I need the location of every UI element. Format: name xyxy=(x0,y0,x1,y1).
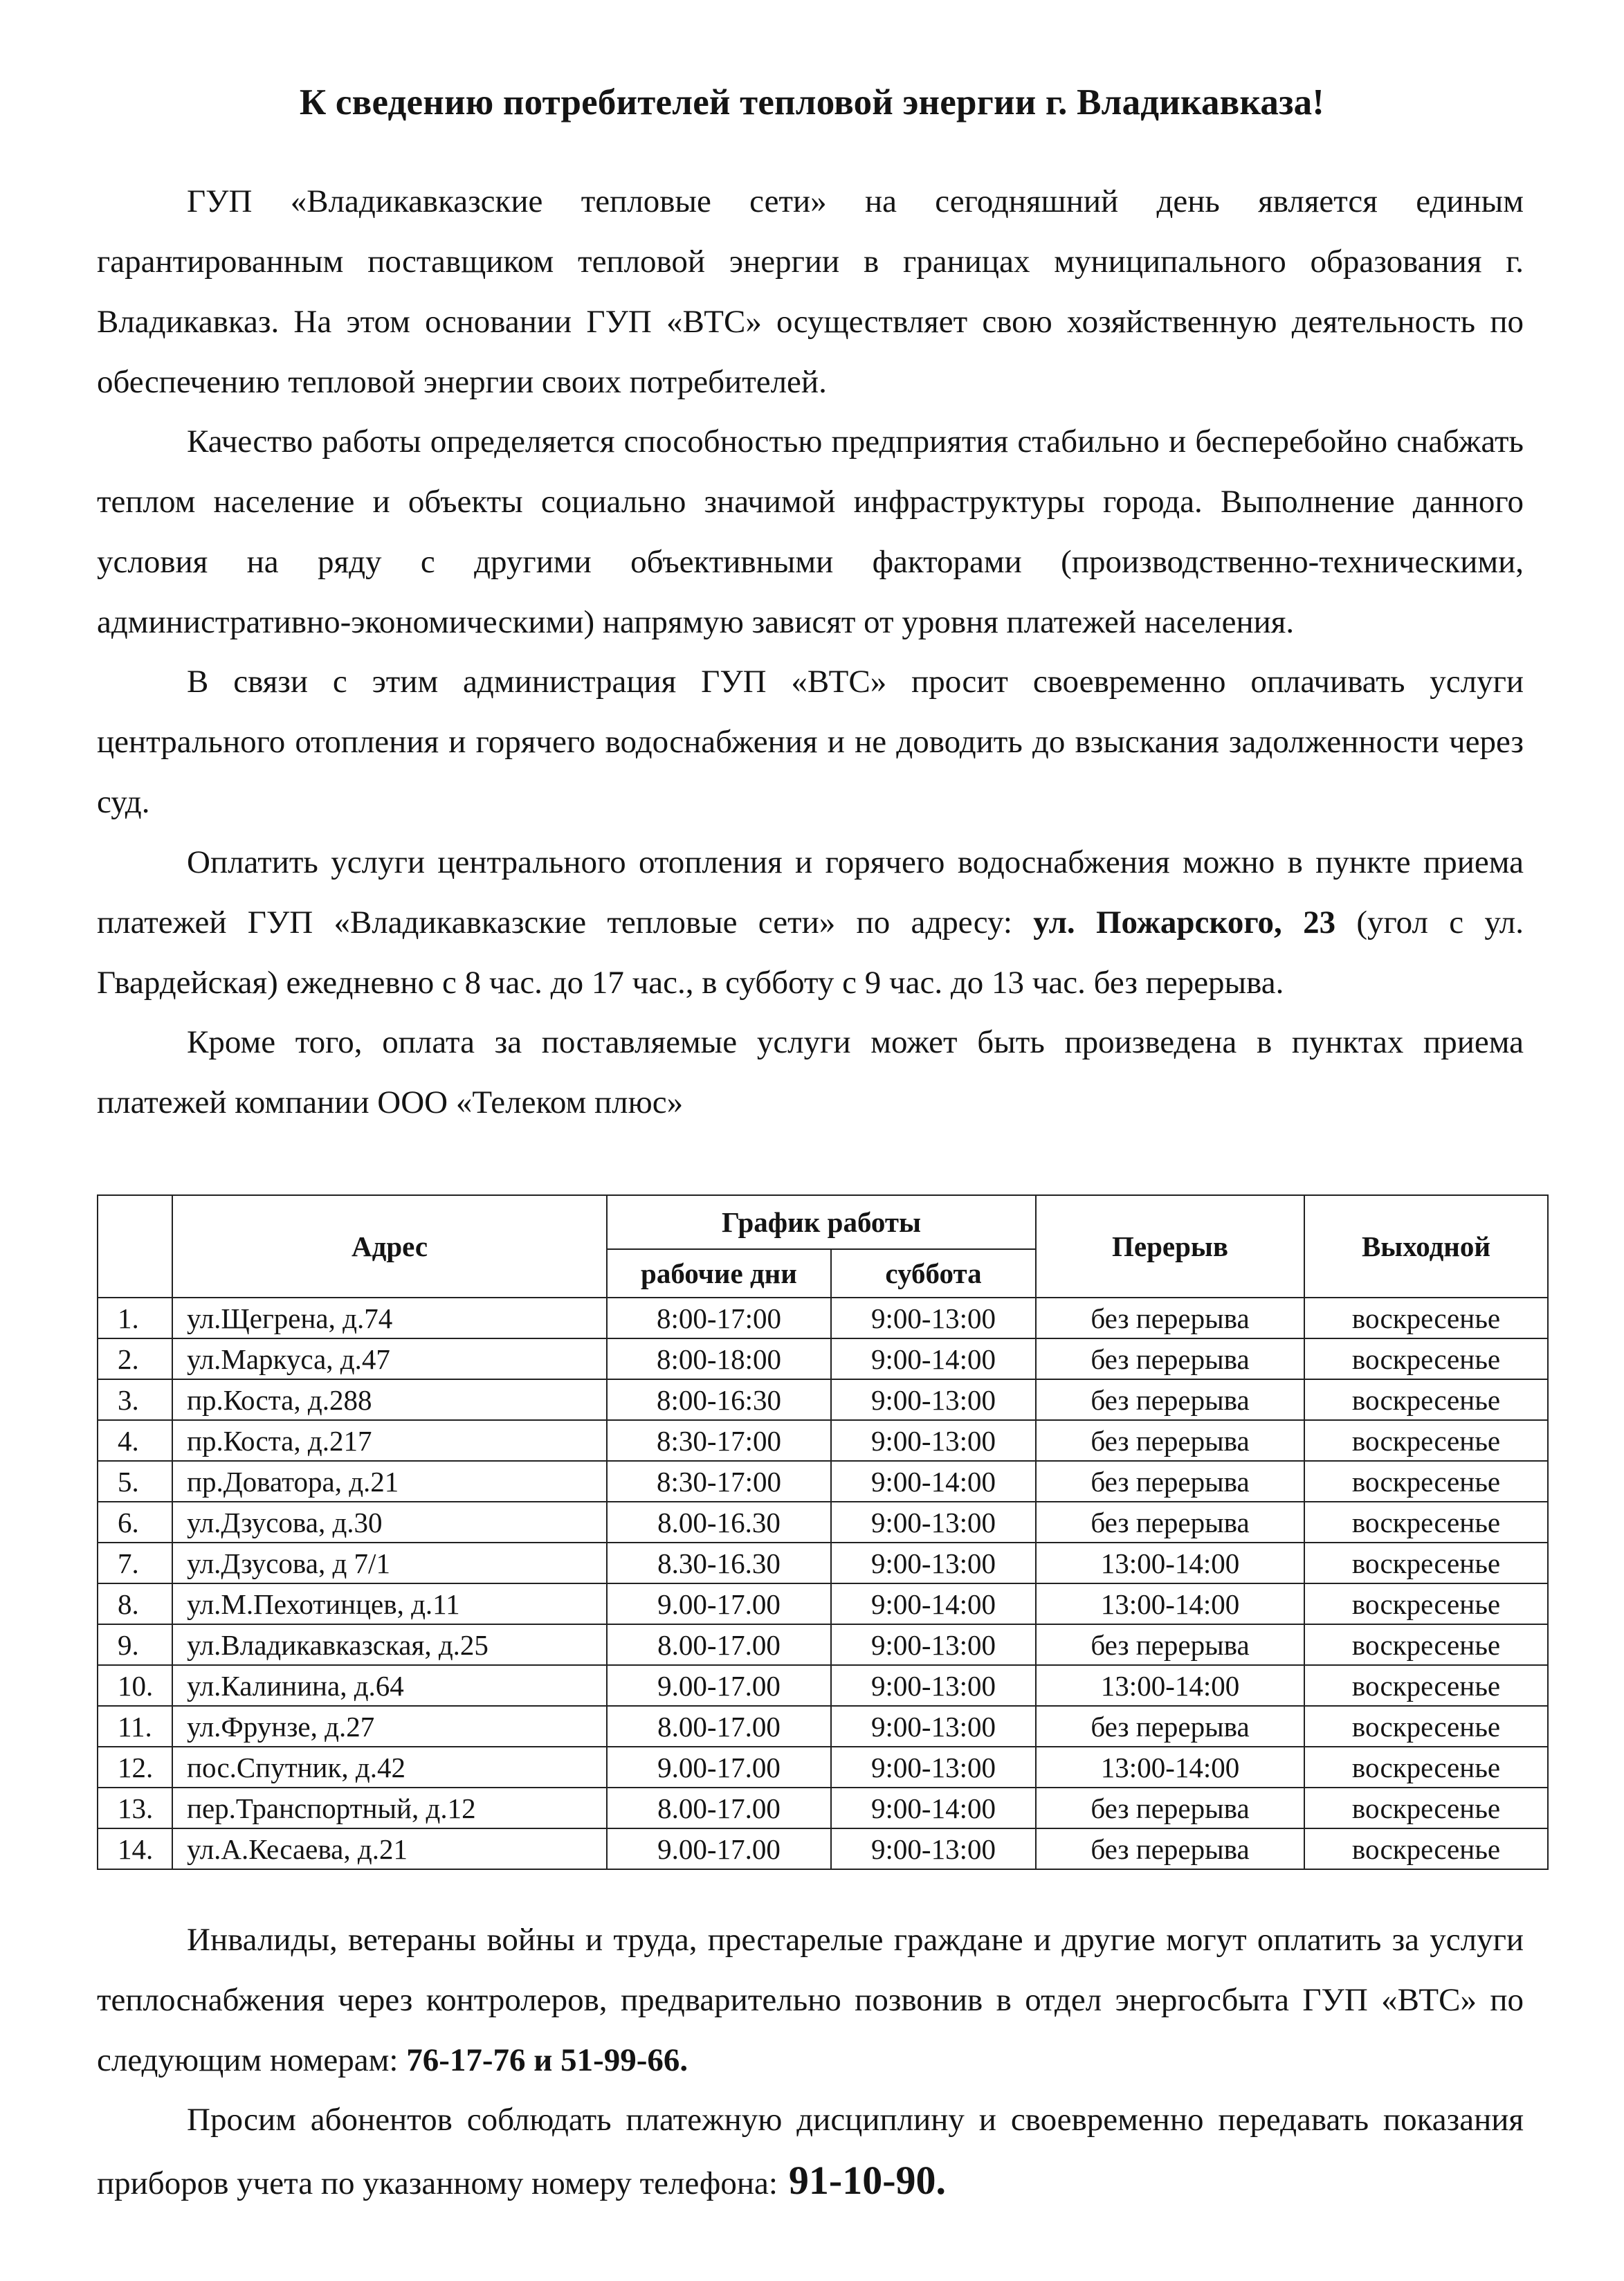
row-number: 2. xyxy=(98,1338,172,1379)
row-day-off: воскресенье xyxy=(1304,1379,1548,1420)
payment-point-text-before: Оплатить услуги центрального отопления и горячего водоснабжения можно в пункте приема платежей ГУП «Владикавказские тепловые сети» по адресу: xyxy=(97,844,1524,940)
header-workdays: рабочие дни xyxy=(607,1249,831,1298)
row-saturday: 9:00-13:00 xyxy=(831,1747,1036,1788)
row-break: 13:00-14:00 xyxy=(1036,1543,1304,1583)
paragraph-request: В связи с этим администрация ГУП «ВТС» просит своевременно оплачивать услуги центрального отопления и горячего водоснабжения и не доводить до взыскания задолженности через суд. xyxy=(97,664,1524,820)
meter-readings-phone: 91-10-90. xyxy=(788,2158,947,2203)
row-workdays: 9.00-17.00 xyxy=(607,1828,831,1869)
row-workdays: 9.00-17.00 xyxy=(607,1665,831,1706)
row-number: 13. xyxy=(98,1788,172,1828)
row-address: пр.Коста, д.217 xyxy=(172,1420,607,1461)
row-number: 7. xyxy=(98,1543,172,1583)
row-day-off: воскресенье xyxy=(1304,1583,1548,1624)
row-break: без перерыва xyxy=(1036,1828,1304,1869)
row-break: 13:00-14:00 xyxy=(1036,1583,1304,1624)
row-day-off: воскресенье xyxy=(1304,1543,1548,1583)
controllers-text: Инвалиды, ветераны войны и труда, престарелые граждане и другие могут оплатить за услуги теплоснабжения через контролеров, предварительно позвонив в отдел энергосбыта ГУП «ВТС» по следующим номерам: xyxy=(97,1922,1524,2078)
row-address: ул.Калинина, д.64 xyxy=(172,1665,607,1706)
header-break: Перерыв xyxy=(1036,1195,1304,1298)
table-row xyxy=(98,1706,1548,1747)
header-number xyxy=(98,1195,172,1298)
meter-readings-text: Просим абонентов соблюдать платежную дисциплину и своевременно передавать показания приборов учета по указанному номеру телефона: xyxy=(97,2102,1524,2201)
row-saturday: 9:00-13:00 xyxy=(831,1828,1036,1869)
row-day-off: воскресенье xyxy=(1304,1298,1548,1338)
paragraph-controllers xyxy=(97,1910,1524,2091)
row-break: без перерыва xyxy=(1036,1502,1304,1543)
row-address: ул.Дзусова, д.30 xyxy=(172,1502,607,1543)
row-break: без перерыва xyxy=(1036,1624,1304,1665)
row-workdays: 8:00-16:30 xyxy=(607,1379,831,1420)
row-saturday: 9:00-14:00 xyxy=(831,1338,1036,1379)
paragraph-quality: Качество работы определяется способностью предприятия стабильно и бесперебойно снабжать теплом население и объекты социально значимой инфраструктуры города. Выполнение данного условия на ряду с другими объективными факторами (производственно-техническими, административно-экономическими) напрямую зависят от уровня платежей населения. xyxy=(97,424,1524,640)
row-day-off: воскресенье xyxy=(1304,1665,1548,1706)
row-address: пос.Спутник, д.42 xyxy=(172,1747,607,1788)
row-saturday: 9:00-13:00 xyxy=(831,1298,1036,1338)
paragraph-supplier: ГУП «Владикавказские тепловые сети» на сегодняшний день является единым гарантированным поставщиком тепловой энергии в границах муниципального образования г. Владикавказ. На этом основании ГУП «ВТС» осуществляет свою хозяйственную деятельность по обеспечению тепловой энергии своих потребителей. xyxy=(97,183,1524,400)
paragraph-telecom: Кроме того, оплата за поставляемые услуги может быть произведена в пунктах приема платежей компании ООО «Телеком плюс» xyxy=(97,1024,1524,1120)
row-saturday: 9:00-13:00 xyxy=(831,1624,1036,1665)
table-row xyxy=(98,1665,1548,1706)
row-number: 9. xyxy=(98,1624,172,1665)
header-address: Адрес xyxy=(172,1195,607,1298)
table-row xyxy=(98,1502,1548,1543)
row-address: пр.Коста, д.288 xyxy=(172,1379,607,1420)
row-number: 4. xyxy=(98,1420,172,1461)
row-number: 8. xyxy=(98,1583,172,1624)
row-day-off: воскресенье xyxy=(1304,1828,1548,1869)
row-day-off: воскресенье xyxy=(1304,1788,1548,1828)
row-day-off: воскресенье xyxy=(1304,1461,1548,1502)
row-number: 1. xyxy=(98,1298,172,1338)
row-workdays: 8.00-17.00 xyxy=(607,1624,831,1665)
row-day-off: воскресенье xyxy=(1304,1747,1548,1788)
row-break: без перерыва xyxy=(1036,1420,1304,1461)
table-body xyxy=(98,1298,1548,1869)
row-saturday: 9:00-14:00 xyxy=(831,1583,1036,1624)
table-row xyxy=(98,1461,1548,1502)
row-number: 11. xyxy=(98,1706,172,1747)
row-address: ул.М.Пехотинцев, д.11 xyxy=(172,1583,607,1624)
row-address: ул.Маркуса, д.47 xyxy=(172,1338,607,1379)
row-day-off: воскресенье xyxy=(1304,1624,1548,1665)
table-row xyxy=(98,1828,1548,1869)
row-workdays: 8.30-16.30 xyxy=(607,1543,831,1583)
row-number: 14. xyxy=(98,1828,172,1869)
header-day-off: Выходной xyxy=(1304,1195,1548,1298)
row-saturday: 9:00-13:00 xyxy=(831,1665,1036,1706)
table-row xyxy=(98,1583,1548,1624)
row-number: 6. xyxy=(98,1502,172,1543)
row-number: 3. xyxy=(98,1379,172,1420)
row-break: без перерыва xyxy=(1036,1298,1304,1338)
row-break: 13:00-14:00 xyxy=(1036,1665,1304,1706)
header-schedule: График работы xyxy=(607,1195,1036,1249)
row-address: ул.Дзусова, д 7/1 xyxy=(172,1543,607,1583)
energy-sales-phones: 76-17-76 и 51-99-66. xyxy=(406,2042,688,2078)
row-workdays: 9.00-17.00 xyxy=(607,1747,831,1788)
table-row xyxy=(98,1338,1548,1379)
row-day-off: воскресенье xyxy=(1304,1502,1548,1543)
row-saturday: 9:00-13:00 xyxy=(831,1420,1036,1461)
row-workdays: 8:00-17:00 xyxy=(607,1298,831,1338)
row-day-off: воскресенье xyxy=(1304,1706,1548,1747)
payment-point-text-after: (угол с ул. Гвардейская) ежедневно с 8 час. до 17 час., в субботу с 9 час. до 13 час. без перерыва. xyxy=(97,905,1524,1001)
row-number: 12. xyxy=(98,1747,172,1788)
row-workdays: 8:30-17:00 xyxy=(607,1461,831,1502)
row-break: без перерыва xyxy=(1036,1706,1304,1747)
row-number: 5. xyxy=(98,1461,172,1502)
row-break: без перерыва xyxy=(1036,1379,1304,1420)
row-saturday: 9:00-13:00 xyxy=(831,1379,1036,1420)
row-address: ул.Владикавказская, д.25 xyxy=(172,1624,607,1665)
row-address: ул.Фрунзе, д.27 xyxy=(172,1706,607,1747)
row-saturday: 9:00-13:00 xyxy=(831,1706,1036,1747)
table-row xyxy=(98,1298,1548,1338)
row-day-off: воскресенье xyxy=(1304,1420,1548,1461)
row-break: без перерыва xyxy=(1036,1338,1304,1379)
payment-points-table xyxy=(97,1194,1549,1870)
row-address: пр.Доватора, д.21 xyxy=(172,1461,607,1502)
table-row xyxy=(98,1624,1548,1665)
paragraph-meter-readings xyxy=(97,2090,1524,2214)
row-workdays: 8.00-17.00 xyxy=(607,1788,831,1828)
paragraph-payment-point xyxy=(97,833,1524,1013)
table-row xyxy=(98,1788,1548,1828)
table-row xyxy=(98,1747,1548,1788)
row-address: пер.Транспортный, д.12 xyxy=(172,1788,607,1828)
payment-point-address: ул. Пожарского, 23 xyxy=(1033,905,1336,940)
row-address: ул.Щегрена, д.74 xyxy=(172,1298,607,1338)
row-address: ул.А.Кесаева, д.21 xyxy=(172,1828,607,1869)
row-break: 13:00-14:00 xyxy=(1036,1747,1304,1788)
row-workdays: 8:00-18:00 xyxy=(607,1338,831,1379)
row-workdays: 8.00-16.30 xyxy=(607,1502,831,1543)
row-workdays: 9.00-17.00 xyxy=(607,1583,831,1624)
row-workdays: 8:30-17:00 xyxy=(607,1420,831,1461)
row-day-off: воскресенье xyxy=(1304,1338,1548,1379)
row-break: без перерыва xyxy=(1036,1788,1304,1828)
row-saturday: 9:00-14:00 xyxy=(831,1788,1036,1828)
row-workdays: 8.00-17.00 xyxy=(607,1706,831,1747)
table-row xyxy=(98,1543,1548,1583)
row-saturday: 9:00-13:00 xyxy=(831,1502,1036,1543)
table-row xyxy=(98,1420,1548,1461)
row-break: без перерыва xyxy=(1036,1461,1304,1502)
document-title: К сведению потребителей тепловой энергии г. Владикавказа! xyxy=(299,82,1325,122)
header-saturday: суббота xyxy=(831,1249,1036,1298)
row-saturday: 9:00-14:00 xyxy=(831,1461,1036,1502)
table-header-row xyxy=(98,1195,1548,1249)
row-saturday: 9:00-13:00 xyxy=(831,1543,1036,1583)
row-number: 10. xyxy=(98,1665,172,1706)
table-row xyxy=(98,1379,1548,1420)
